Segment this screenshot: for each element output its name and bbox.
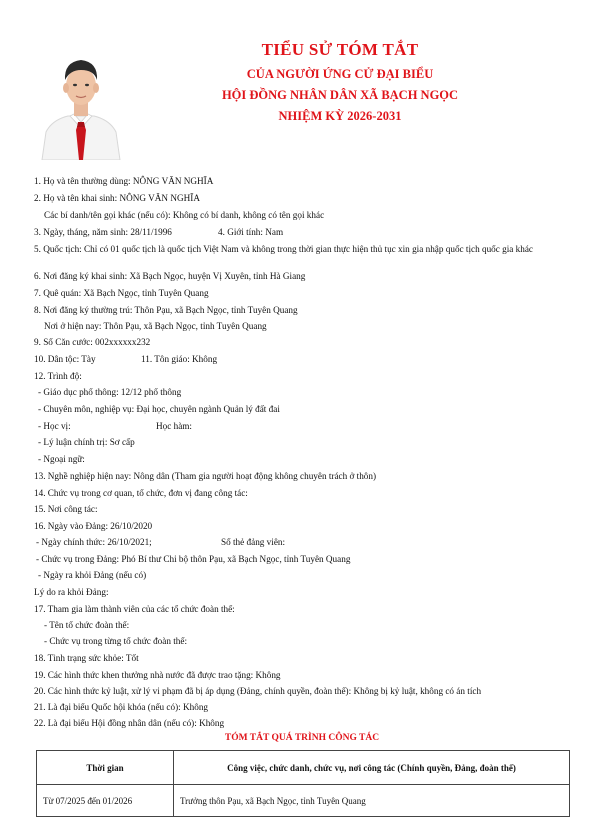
item-birth-name: 2. Họ và tên khai sinh: NÔNG VĂN NGHĨA [34, 193, 200, 203]
item-birth-date: 3. Ngày, tháng, năm sinh: 28/11/1996 [34, 227, 172, 237]
item-national-assembly: 21. Là đại biểu Quốc hội khóa (nếu có): Không [34, 702, 209, 712]
page-subtitle-2: HỘI ĐỒNG NHÂN DÂN XÃ BẠCH NGỌC [221, 88, 459, 102]
item-party-position: - Chức vụ trong Đảng: Phó Bí thư Chi bộ thôn Pạu, xã Bạch Ngọc, tỉnh Tuyên Quang [36, 554, 351, 564]
item-birth-registration: 6. Nơi đăng ký khai sinh: Xã Bạch Ngọc, huyện Vị Xuyên, tỉnh Hà Giang [34, 271, 306, 281]
item-academic-degree: - Học vị: [38, 421, 71, 431]
candidate-photo [38, 40, 124, 160]
item-religion: 11. Tôn giáo: Không [141, 354, 218, 364]
item-party-leave-reason: Lý do ra khỏi Đảng: [34, 587, 109, 597]
item-discipline: 20. Các hình thức kỷ luật, xử lý vi phạm đã bị áp dụng (Đảng, chính quyền, đoàn thể): Không bị kỷ luật, không có án tích [34, 686, 482, 696]
work-history-title: TÓM TẮT QUÁ TRÌNH CÔNG TÁC [224, 733, 380, 743]
item-aliases: Các bí danh/tên gọi khác (nếu có): Không có bí danh, không có tên gọi khác [44, 210, 325, 220]
item-awards: 19. Các hình thức khen thưởng nhà nước đã được trao tặng: Không [34, 670, 281, 680]
item-party-join-date: 16. Ngày vào Đảng: 26/10/2020 [34, 521, 153, 531]
item-common-name: 1. Họ và tên thường dùng: NÔNG VĂN NGHĨA [34, 176, 214, 186]
item-ethnicity: 10. Dân tộc: Tày [34, 354, 96, 364]
item-position: 14. Chức vụ trong cơ quan, tổ chức, đơn vị đang công tác: [34, 488, 248, 498]
item-organization-position: - Chức vụ trong từng tổ chức đoàn thể: [44, 636, 188, 646]
cell-time: Từ 07/2025 đến 01/2026 [37, 785, 174, 817]
item-nationality: 5. Quốc tịch: Chỉ có 01 quốc tịch là quốc tịch Việt Nam và không trong thời gian thực hiện thủ tục xin gia nhập quốc tịch quốc gia khác [34, 244, 534, 254]
item-academic-title: Học hàm: [156, 421, 192, 431]
item-permanent-residence: 8. Nơi đăng ký thường trú: Thôn Pạu, xã Bạch Ngọc, tỉnh Tuyên Quang [34, 305, 298, 315]
item-peoples-council: 22. Là đại biểu Hội đồng nhân dân (nếu có): Không [34, 718, 225, 728]
page-subtitle-1: CỦA NGƯỜI ỨNG CỬ ĐẠI BIỂU [246, 67, 434, 81]
table-row [37, 785, 570, 817]
item-organizations: 17. Tham gia làm thành viên của các tổ chức đoàn thể: [34, 604, 235, 614]
item-hometown: 7. Quê quán: Xã Bạch Ngọc, tỉnh Tuyên Quang [34, 288, 209, 298]
item-workplace: 15. Nơi công tác: [34, 504, 98, 514]
column-header-description: Công việc, chức danh, chức vụ, nơi công tác (Chính quyền, Đảng, đoàn thể) [174, 751, 570, 785]
item-occupation: 13. Nghề nghiệp hiện nay: Nông dân (Tham gia người hoạt động không chuyên trách ở thôn) [34, 471, 377, 481]
item-health: 18. Tình trạng sức khỏe: Tốt [34, 653, 139, 663]
item-party-leave-date: - Ngày ra khỏi Đảng (nếu có) [38, 570, 147, 580]
work-history-table [36, 750, 570, 817]
item-education: 12. Trình độ: [34, 371, 82, 381]
page-title: TIỂU SỬ TÓM TẮT [261, 40, 419, 59]
item-political-theory: - Lý luận chính trị: Sơ cấp [38, 437, 135, 447]
item-gender: 4. Giới tính: Nam [218, 227, 284, 237]
item-current-residence: Nơi ở hiện nay: Thôn Pạu, xã Bạch Ngọc, tỉnh Tuyên Quang [44, 321, 267, 331]
item-party-card: Số thẻ đảng viên: [221, 537, 286, 547]
item-foreign-language: - Ngoại ngữ: [38, 454, 85, 464]
item-general-education: - Giáo dục phổ thông: 12/12 phổ thông [38, 387, 182, 397]
item-organization-name: - Tên tổ chức đoàn thể: [44, 620, 130, 630]
column-header-time: Thời gian [37, 751, 174, 785]
cell-description: Trưởng thôn Pạu, xã Bạch Ngọc, tỉnh Tuyên Quang [174, 785, 570, 817]
page-subtitle-3: NHIỆM KỲ 2026-2031 [278, 109, 402, 123]
table-header-row [37, 751, 570, 785]
item-party-official-date: - Ngày chính thức: 26/10/2021; [36, 537, 152, 547]
item-specialization: - Chuyên môn, nghiệp vụ: Đại học, chuyên ngành Quản lý đất đai [38, 404, 280, 414]
item-id-number: 9. Số Căn cước: 002xxxxxx232 [34, 337, 151, 347]
